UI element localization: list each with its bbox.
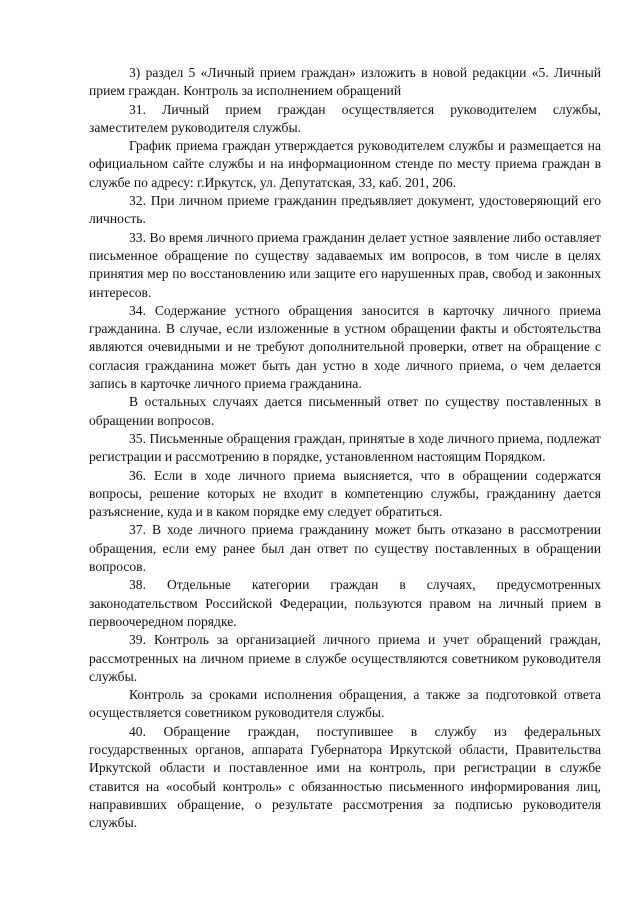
paragraph-37: 37. В ходе личного приема гражданину может быть отказано в рассмотрении обращения, если ему ранее был дан ответ по существу поставленных в обращении вопросов. [89,522,601,575]
paragraph-34: 34. Содержание устного обращения заносится в карточку личного приема гражданина. В случае, если изложенные в устном обращении факты и обстоятельства являются очевидными и не требуют дополнительной проверки, ответ на обращение с согласия гражданина может быть дан устно в ходе личного приема, о чем делается запись в карточке личного приема гражданина. [89,302,601,392]
paragraph-31: 31. Личный прием граждан осуществляется руководителем службы, заместителем руководителя службы. [89,101,601,135]
paragraph-other-cases: В остальных случаях дается письменный ответ по существу поставленных в обращении вопросов. [89,394,601,428]
paragraph-control-deadlines: Контроль за сроками исполнения обращения, а также за подготовкой ответа осуществляется советником руководителя службы. [89,687,601,721]
paragraph-35: 35. Письменные обращения граждан, принятые в ходе личного приема, подлежат регистрации и рассмотрению в порядке, установленном настоящим Порядком. [89,430,601,465]
paragraph-40: 40. Обращение граждан, поступившее в службу из федеральных государственных органов, аппарата Губернатора Иркутской области, Правительства Иркутской области и поставленное ими на контроль, при регистрации в службе ставится на «особый контроль» с обязанностью письменного информирования лиц, направивших обращение, о результате рассмотрения за подписью руководителя службы. [89,723,601,831]
paragraph-38: 38. Отдельные категории граждан в случаях, предусмотренных законодательством Российской Федерации, пользуются правом на личный прием в первоочередном порядке. [89,577,601,629]
paragraph-33: 33. Во время личного приема гражданин делает устное заявление либо оставляет письменное обращение по существу задаваемых им вопросов, в том числе в целях принятия мер по восстановлению или защите его нарушенных прав, свобод и законных интересов. [89,229,601,300]
paragraph-39: 39. Контроль за организацией личного приема и учет обращений граждан, рассмотренных на личном приеме в службе осуществляются советником руководителя службы. [89,632,601,684]
document-page [89,64,601,832]
paragraph-section-5-intro: 3) раздел 5 «Личный прием граждан» изложить в новой редакции «5. Личный прием граждан. Контроль за исполнением обращений [89,65,601,99]
paragraph-schedule: График приема граждан утверждается руководителем службы и размещается на официальном сайте службы и на информационном стенде по месту приема граждан в службе по адресу: г.Иркутск, ул. Депутатская, 33, каб. 201, 206. [89,138,601,190]
paragraph-36: 36. Если в ходе личного приема выясняется, что в обращении содержатся вопросы, решение которых не входит в компетенцию службы, гражданину дается разъяснение, куда и в каком порядке ему следует обратиться. [89,467,601,520]
paragraph-32: 32. При личном приеме гражданин предъявляет документ, удостоверяющий его личность. [89,193,601,227]
